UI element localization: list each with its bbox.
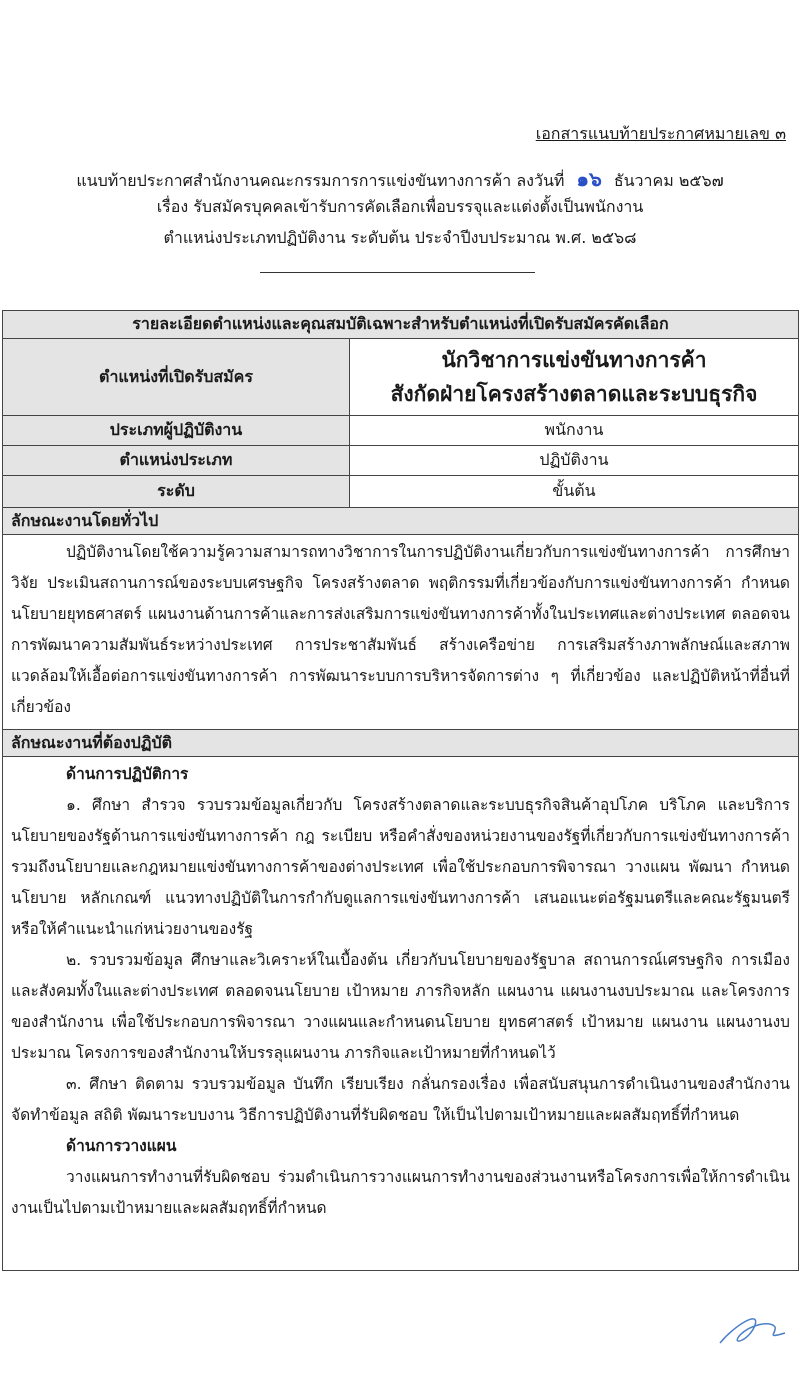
row-value: ปฏิบัติงาน xyxy=(350,446,799,476)
header-line-1 xyxy=(0,163,800,195)
duty-item: ๒. รวบรวมข้อมูล ศึกษาและวิเคราะห์ในเบื้องต้น เกี่ยวกับนโยบายของรัฐบาล สถานการณ์เศรษฐกิจ การเมืองและสังคมทั้งในและต่างประเทศ ตลอดจนนโยบาย เป้าหมาย ภารกิจหลัก แผนงาน แผนงานงบประมาณ และโครงการของสำนักงาน เพื่อใช้ประกอบการพิจารณา วางแผนและกำหนดนโยบาย ยุทธศาสตร์ เป้าหมาย แผนงาน แผนงานงบประมาณ โครงการของสำนักงานให้บรรลุแผนงาน ภารกิจและเป้าหมายที่กำหนดไว้ xyxy=(11,951,790,1062)
section-duties-title: ลักษณะงานที่ต้องปฏิบัติ xyxy=(3,730,799,757)
planning-heading: ด้านการวางแผน xyxy=(66,1137,177,1155)
attachment-reference: เอกสารแนบท้ายประกาศหมายเลข ๓ xyxy=(535,124,786,143)
row-label: ตำแหน่งที่เปิดรับสมัคร xyxy=(3,339,350,416)
header-prefix: แนบท้ายประกาศสำนักงานคณะกรรมการการแข่งขันทางการค้า ลงวันที่ xyxy=(76,171,565,190)
planning-text: วางแผนการทำงานที่รับผิดชอบ ร่วมดำเนินการวางแผนการทำงานของส่วนงานหรือโครงการเพื่อให้การดำเนินงานเป็นไปตามเป้าหมายและผลสัมฤทธิ์ที่กำหนด xyxy=(11,1168,790,1217)
operations-heading: ด้านการปฏิบัติการ xyxy=(66,765,189,783)
header-month-year: ธันวาคม ๒๕๖๗ xyxy=(613,171,724,190)
handwritten-day: ๑๖ xyxy=(576,167,602,191)
position-name: นักวิชาการแข่งขันทางการค้า xyxy=(441,348,707,372)
position-division: สังกัดฝ่ายโครงสร้างตลาดและระบบธุรกิจ xyxy=(390,382,758,406)
general-description-cell xyxy=(3,535,799,730)
position-details-table xyxy=(2,310,799,1271)
row-label: ประเภทผู้ปฏิบัติงาน xyxy=(3,416,350,446)
table-title: รายละเอียดตำแหน่งและคุณสมบัติเฉพาะสำหรับตำแหน่งที่เปิดรับสมัครคัดเลือก xyxy=(3,311,799,339)
position-name-cell xyxy=(350,339,799,416)
row-label: ระดับ xyxy=(3,476,350,508)
duty-item: ๑. ศึกษา สำรวจ รวบรวมข้อมูลเกี่ยวกับ โครงสร้างตลาดและระบบธุรกิจสินค้าอุปโภค บริโภค และบริการ นโยบายของรัฐด้านการแข่งขันทางการค้า กฎ ระเบียบ หรือคำสั่งของหน่วยงานของรัฐที่เกี่ยวกับการแข่งขันทางการค้า รวมถึงนโยบายและกฎหมายแข่งขันทางการค้าของต่างประเทศ เพื่อใช้ประกอบการพิจารณา วางแผน พัฒนา กำหนดนโยบาย หลักเกณฑ์ แนวทางปฏิบัติในการกำกับดูแลการแข่งขันทางการค้า เสนอแนะต่อรัฐมนตรีและคณะรัฐมนตรี หรือให้คำแนะนำแก่หน่วยงานของรัฐ xyxy=(11,796,790,938)
section-general-title: ลักษณะงานโดยทั่วไป xyxy=(3,508,799,535)
general-description: ปฏิบัติงานโดยใช้ความรู้ความสามารถทางวิชาการในการปฏิบัติงานเกี่ยวกับการแข่งขันทางการค้า การศึกษาวิจัย ประเมินสถานการณ์ของระบบเศรษฐกิจ โครงสร้างตลาด พฤติกรรมที่เกี่ยวข้องกับการแข่งขันทางการค้า กำหนดนโยบายยุทธศาสตร์ แผนงานด้านการค้าและการส่งเสริมการแข่งขันทางการค้าทั้งในประเทศและต่างประเทศ ตลอดจนการพัฒนาความสัมพันธ์ระหว่างประเทศ การประชาสัมพันธ์ สร้างเครือข่าย การเสริมสร้างภาพลักษณ์และสภาพแวดล้อมให้เอื้อต่อการแข่งขันทางการค้า การพัฒนาระบบการบริหารจัดการต่าง ๆ ที่เกี่ยวข้อง และปฏิบัติหน้าที่อื่นที่เกี่ยวข้อง xyxy=(11,543,790,716)
divider xyxy=(260,272,535,273)
row-value: พนักงาน xyxy=(350,416,799,446)
row-label: ตำแหน่งประเภท xyxy=(3,446,350,476)
duty-item: ๓. ศึกษา ติดตาม รวบรวมข้อมูล บันทึก เรียบเรียง กลั่นกรองเรื่อง เพื่อสนับสนุนการดำเนินงานของสำนักงาน จัดทำข้อมูล สถิติ พัฒนาระบบงาน วิธีการปฏิบัติงานที่รับผิดชอบ ให้เป็นไปตามเป้าหมายและผลสัมฤทธิ์ที่กำหนด xyxy=(11,1075,790,1124)
row-value: ขั้นต้น xyxy=(350,476,799,508)
header-position-line: ตำแหน่งประเภทปฏิบัติงาน ระดับต้น ประจำปีงบประมาณ พ.ศ. ๒๕๖๘ xyxy=(163,228,637,247)
header-subject: เรื่อง รับสมัครบุคคลเข้ารับการคัดเลือกเพื่อบรรจุและแต่งตั้งเป็นพนักงาน xyxy=(156,197,644,216)
signature-initials xyxy=(715,1305,795,1350)
duties-cell xyxy=(3,757,799,1271)
